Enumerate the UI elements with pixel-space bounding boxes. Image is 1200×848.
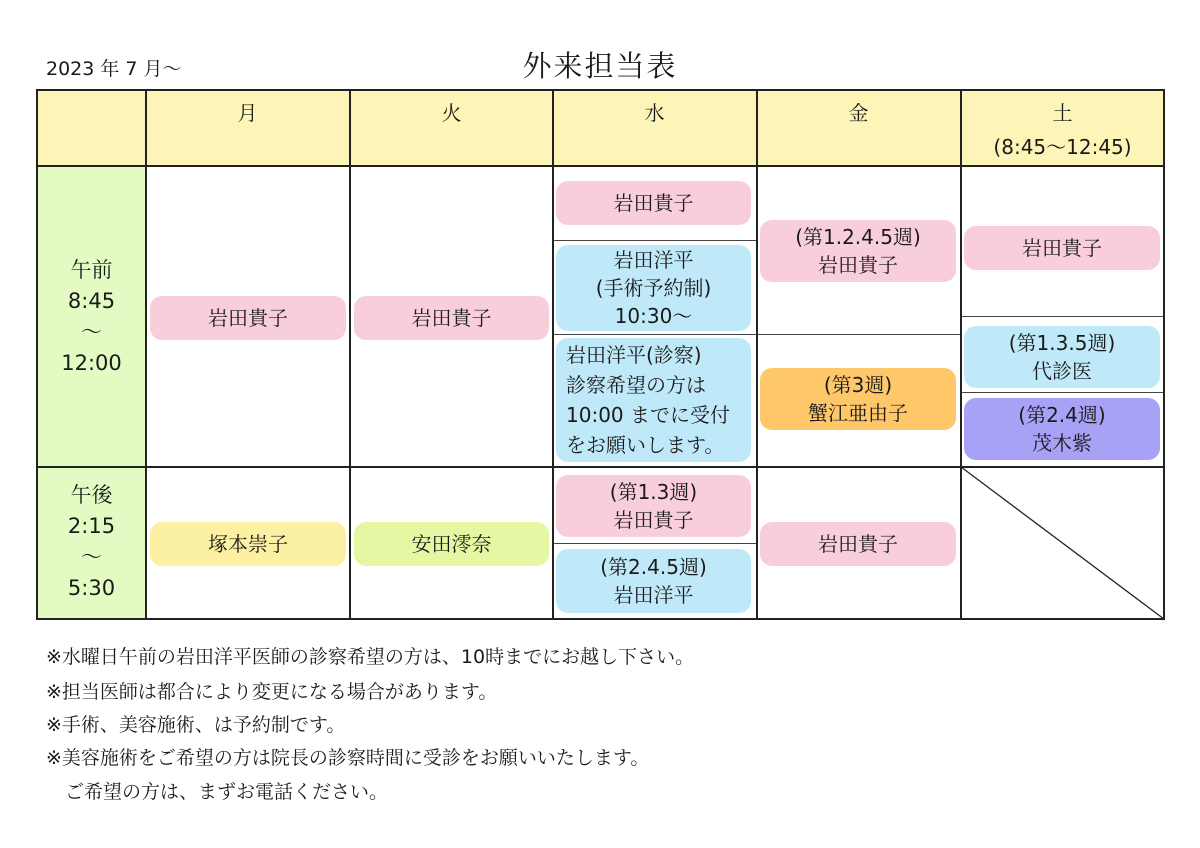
col-header-sat	[961, 96, 1164, 164]
pm-end-time: 5:30	[67, 576, 116, 600]
sat-pm-closed-diagonal	[961, 467, 1164, 619]
pm-label: 午後	[70, 483, 113, 507]
am-sat-doctor-2: (第1.3.5週) 代診医	[964, 326, 1160, 388]
fri-am-divider	[757, 334, 960, 335]
wed-am-divider-1	[553, 240, 756, 241]
pm-start-time: 2:15	[67, 514, 116, 538]
am-fri-doctor-1: (第1.2.4.5週) 岩田貴子	[760, 220, 956, 282]
am-wed-consult: 岩田洋平(診察) 診察希望の方は 10:00 までに受付 をお願いします。	[556, 338, 751, 462]
am-sat-doctor-1: 岩田貴子	[964, 226, 1160, 270]
am-tue-doctor: 岩田貴子	[354, 296, 549, 340]
am-end-time: 12:00	[61, 351, 122, 375]
row-label-am	[37, 255, 146, 379]
am-label: 午前	[70, 258, 113, 282]
sat-am-divider-2	[961, 392, 1163, 393]
pm-fri-doctor: 岩田貴子	[760, 522, 956, 566]
col-header-tue: 火	[441, 101, 462, 125]
am-fri-doctor-2: (第3週) 蟹江亜由子	[760, 368, 956, 430]
pm-tue-doctor: 安田澪奈	[354, 522, 549, 566]
page-title: 外来担当表	[522, 49, 678, 83]
col-divider-wed	[552, 89, 554, 620]
pm-tilde: 〜	[81, 545, 102, 569]
header-bottom-border	[36, 165, 1165, 167]
sat-am-divider-1	[961, 316, 1163, 317]
pm-wed-doctor-1: (第1.3週) 岩田貴子	[556, 475, 751, 537]
col-header-fri: 金	[848, 101, 869, 125]
effective-date: 2023 年 7 月〜	[46, 58, 182, 80]
col-divider-tue	[349, 89, 351, 620]
col-header-mon: 月	[237, 101, 258, 125]
pm-wed-doctor-2: (第2.4.5週) 岩田洋平	[556, 549, 751, 613]
table-top-border	[36, 89, 1165, 91]
col-header-sat-label: 土	[1052, 101, 1073, 125]
col-divider-fri	[756, 89, 758, 620]
col-header-wed: 水	[644, 101, 665, 125]
am-wed-doctor-1: 岩田貴子	[556, 181, 751, 225]
note-3: ※手術、美容施術、は予約制です。	[46, 714, 346, 736]
am-start-time: 8:45	[67, 289, 116, 313]
am-sat-doctor-3: (第2.4週) 茂木紫	[964, 398, 1160, 460]
note-2: ※担当医師は都合により変更になる場合があります。	[46, 681, 498, 703]
col-header-sat-hours: (8:45〜12:45)	[993, 135, 1132, 159]
row-label-pm	[37, 480, 146, 604]
wed-am-divider-2	[553, 334, 756, 335]
note-1: ※水曜日午前の岩田洋平医師の診察希望の方は、10時までにお越し下さい。	[46, 646, 695, 668]
am-mon-doctor: 岩田貴子	[150, 296, 346, 340]
note-5: ご希望の方は、まずお電話ください。	[46, 781, 389, 803]
am-wed-surgery: 岩田洋平 (手術予約制) 10:30〜	[556, 245, 751, 331]
am-tilde: 〜	[81, 320, 102, 344]
pm-mon-doctor: 塚本崇子	[150, 522, 346, 566]
wed-pm-divider	[553, 543, 756, 544]
note-4: ※美容施術をご希望の方は院長の診察時間に受診をお願いいたします。	[46, 747, 650, 769]
